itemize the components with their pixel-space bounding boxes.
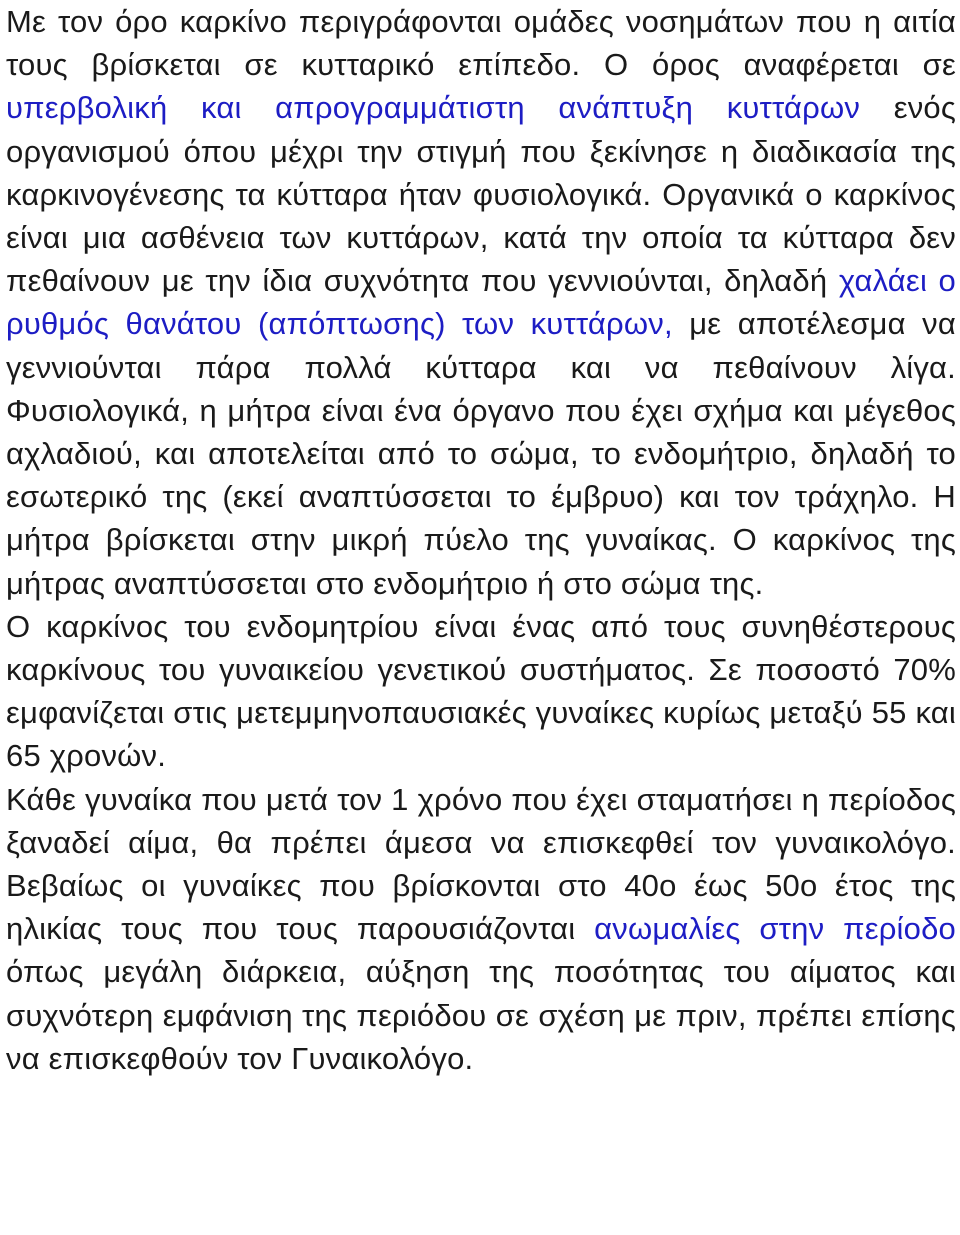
link-apoptosis[interactable]: χαλάει ο ρυθμός θανάτου (απόπτωσης) των κυττάρων,	[6, 263, 956, 342]
text-segment: ενός οργανισμού όπου μέχρι την στιγμή που ξεκίνησε η διαδικασία της καρκινογένεσης τα κύτταρα ήταν φυσιολογικά. Οργανικά ο καρκίνος είναι μια ασθένεια των κυττάρων, κατά την οποία τα κύτταρα δεν πεθαίνουν με την ίδια συχνότητα που γεννιούνται, δηλαδή	[6, 90, 956, 299]
text-segment: όπως μεγάλη διάρκεια, αύξηση της ποσότητας του αίματος και συχνότερη εμφάνιση της περιόδου σε σχέση με πριν, πρέπει επίσης να επισκεφθούν τον Γυναικολόγο.	[6, 954, 956, 1076]
paragraph-cancer-definition	[6, 0, 956, 605]
text-segment: Ο καρκίνος του ενδομητρίου είναι ένας από τους συνηθέστερους καρκίνους του γυναικείου γενετικού συστήματος. Σε ποσοστό 70% εμφανίζεται στις μετεμμηνοπαυσιακές γυναίκες κυρίως μεταξύ 55 και 65 χρονών.	[6, 608, 956, 774]
link-abnormal-cell-growth[interactable]: υπερβολική και απρογραμμάτιστη ανάπτυξη κυττάρων	[6, 90, 861, 126]
paragraph-gynecologist-advice	[6, 778, 956, 1080]
text-segment: με αποτέλεσμα να γεννιούνται πάρα πολλά κύτταρα και να πεθαίνουν λίγα. Φυσιολογικά, η μήτρα είναι ένα όργανο που έχει σχήμα και μέγεθος αχλαδιού, και αποτελείται από το σώμα, το ενδομήτριο, δηλαδή το εσωτερικό της (εκεί αναπτύσσεται το έμβρυο) και τον τράχηλο. Η μήτρα βρίσκεται στην μικρή πύελο της γυναίκας. Ο καρκίνος της μήτρας αναπτύσσεται στο ενδομήτριο ή στο σώμα της.	[6, 306, 957, 601]
paragraph-endometrial-cancer	[6, 605, 956, 778]
text-segment: Κάθε γυναίκα που μετά τον 1 χρόνο που έχει σταματήσει η περίοδος ξαναδεί αίμα, θα πρέπει άμεσα να επισκεφθεί τον γυναικολόγο. Βεβαίως οι γυναίκες που βρίσκονται στο 40ο έως 50ο έτος της ηλικίας τους που τους παρουσιάζονται	[6, 781, 956, 947]
document-body	[6, 0, 956, 1080]
link-period-abnormalities[interactable]: ανωμαλίες στην περίοδο	[594, 911, 956, 947]
text-segment: Με τον όρο καρκίνο περιγράφονται ομάδες νοσημάτων που η αιτία τους βρίσκεται σε κυτταρικό επίπεδο. Ο όρος αναφέρεται σε	[6, 4, 956, 83]
